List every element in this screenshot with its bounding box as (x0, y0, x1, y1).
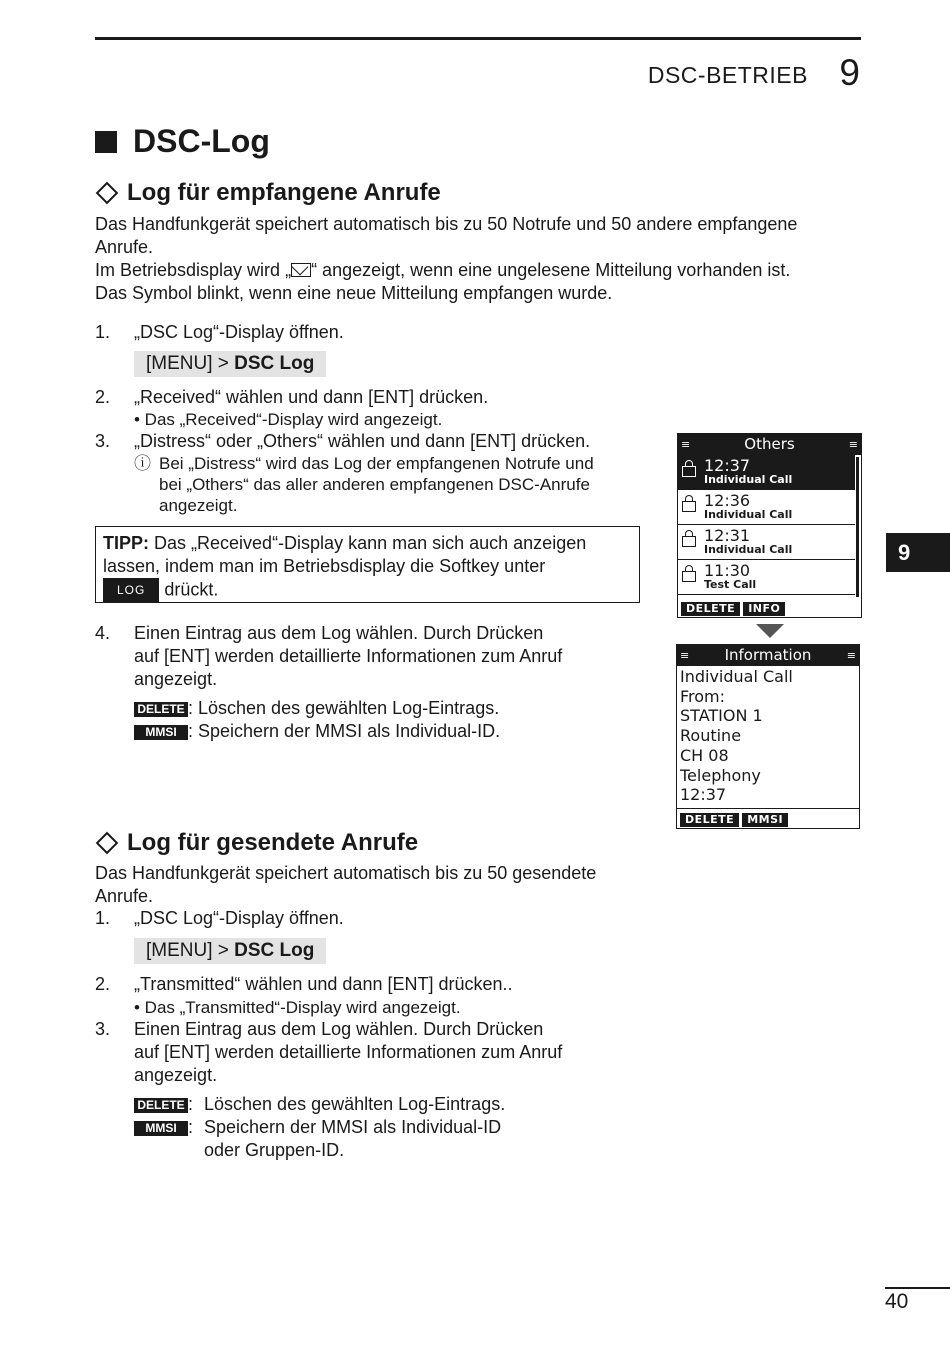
top-rule (95, 37, 861, 40)
info-softkey: INFO (743, 602, 785, 616)
menu-path-item: DSC Log (234, 940, 315, 961)
menu-path-item: DSC Log (234, 353, 315, 374)
info-line: STATION 1 (680, 706, 763, 726)
softkey-bar (680, 813, 788, 827)
key-colon: : (188, 1117, 194, 1137)
transmitted-heading (95, 829, 418, 857)
tip-line: lassen, indem man im Betriebsdisplay die Softkey unter (103, 556, 546, 576)
log-entry (678, 560, 855, 595)
info-screen-header (677, 645, 859, 666)
log-entry (678, 455, 855, 490)
tip-text: Das „Received“-Display kann man sich auch anzeigen (149, 533, 587, 553)
info-screen-title: Information (724, 646, 812, 664)
info-line: 12:37 (680, 785, 727, 805)
intro-line: Das Symbol blinkt, wenn eine neue Mitteilung empfangen wurde. (95, 283, 613, 303)
key-desc-text: : Löschen des gewählten Log-Eintrags. (188, 698, 500, 718)
step-text: „DSC Log“-Display öffnen. (134, 322, 344, 342)
lock-icon (682, 536, 696, 547)
chapter-number: 9 (839, 52, 860, 93)
step-line: Einen Eintrag aus dem Log wählen. Durch Drücken (134, 1019, 544, 1039)
step-number: 3. (95, 431, 111, 451)
step-number: 1. (95, 908, 111, 928)
step-number: 2. (95, 974, 111, 994)
step-note: • Das „Received“-Display wird angezeigt. (134, 410, 443, 429)
log-entry-type: Individual Call (704, 543, 793, 556)
tip-label: TIPP: (103, 533, 150, 553)
delete-key-icon: DELETE (134, 1098, 188, 1113)
received-heading (95, 179, 441, 207)
intro-line: Anrufe. (95, 237, 154, 257)
chapter-tab: 9 (886, 533, 950, 572)
menu-path-prefix: [MENU] > (146, 353, 235, 374)
intro-line (95, 259, 865, 282)
lock-icon (682, 466, 696, 477)
scrollbar (856, 457, 859, 597)
info-line: CH 08 (680, 745, 729, 765)
softkey-bar (681, 602, 785, 616)
diamond-bullet-icon (96, 182, 119, 205)
info-line: Individual Call (680, 667, 793, 686)
page-number-rule (885, 1287, 950, 1289)
diamond-bullet-icon (96, 832, 119, 855)
log-entry-type: Individual Call (704, 473, 793, 486)
intro-text: Im Betriebsdisplay wird „ (95, 260, 292, 280)
menu-icon: ≡ (848, 438, 858, 451)
log-entry (678, 525, 855, 560)
delete-softkey: DELETE (681, 602, 740, 616)
step-number: 3. (95, 1019, 111, 1039)
received-heading-text: Log für empfangene Anrufe (127, 179, 441, 206)
step-info (159, 453, 649, 516)
log-entry-time: 11:30 (704, 561, 751, 580)
tip-text: drückt. (159, 579, 219, 600)
mmsi-key-icon: MMSI (134, 1121, 188, 1136)
menu-path (134, 938, 326, 964)
tip-box (95, 526, 640, 603)
step-number: 1. (95, 322, 111, 342)
step-text: „Distress“ oder „Others“ wählen und dann [ENT] drücken. (134, 431, 591, 451)
page-heading (95, 123, 270, 160)
intro-line: Das Handfunkgerät speichert automatisch bis zu 50 gesendete (95, 863, 597, 883)
step-number: 4. (95, 623, 111, 643)
key-desc-line: Speichern der MMSI als Individual-ID (204, 1117, 502, 1137)
step-info-line: angezeigt. (159, 496, 238, 515)
lock-icon (682, 501, 696, 512)
delete-key-icon: DELETE (134, 702, 188, 717)
transmitted-heading-text: Log für gesendete Anrufe (127, 829, 419, 856)
step-line: auf [ENT] werden detaillierte Informationen zum Anruf (134, 1042, 563, 1062)
menu-path-prefix: [MENU] > (146, 940, 235, 961)
step-number: 2. (95, 387, 111, 407)
step-info-line: bei „Others“ das aller anderen empfangenen DSC-Anrufe (159, 475, 590, 494)
step-line: auf [ENT] werden detaillierte Informationen zum Anruf (134, 646, 563, 666)
others-screen (677, 433, 862, 618)
square-bullet-icon (95, 131, 117, 153)
received-intro (95, 213, 865, 305)
step-text: „Transmitted“ wählen und dann [ENT] drücken.. (134, 974, 513, 994)
step-line: angezeigt. (134, 669, 218, 689)
menu-icon: ≡ (681, 438, 691, 451)
key-description (134, 720, 500, 743)
step-text (134, 1018, 562, 1087)
info-body (677, 666, 859, 809)
tip-line (103, 578, 632, 603)
info-line: Telephony (680, 765, 761, 785)
menu-path (134, 351, 326, 377)
tip-line (103, 532, 632, 555)
step-line: Einen Eintrag aus dem Log wählen. Durch Drücken (134, 623, 544, 643)
step-note: • Das „Transmitted“-Display wird angezeigt. (134, 998, 461, 1017)
mmsi-key-icon: MMSI (134, 725, 188, 740)
page-number: 40 (885, 1290, 909, 1313)
key-desc-text: : Speichern der MMSI als Individual-ID. (188, 721, 501, 741)
intro-line: Das Handfunkgerät speichert automatisch bis zu 50 Notrufe und 50 andere empfangene (95, 214, 798, 234)
step-text: „Received“ wählen und dann [ENT] drücken. (134, 387, 489, 407)
info-line: Routine (680, 726, 742, 746)
info-line: From: (680, 686, 726, 706)
intro-line: Anrufe. (95, 886, 154, 906)
step-text: „DSC Log“-Display öffnen. (134, 908, 344, 928)
key-colon: : (188, 1094, 194, 1114)
key-description (134, 1116, 193, 1139)
step-info-line: Bei „Distress“ wird das Log der empfangenen Notrufe und (159, 454, 594, 473)
key-desc-text (204, 1116, 501, 1162)
key-description (134, 1093, 193, 1116)
menu-icon: ≡ (680, 649, 690, 662)
step-line: angezeigt. (134, 1065, 218, 1085)
arrow-down-icon (756, 624, 784, 638)
intro-text: “ angezeigt, wenn eine ungelesene Mitteilung vorhanden ist. (311, 260, 791, 280)
others-screen-title: Others (744, 435, 795, 453)
envelope-icon (291, 263, 311, 277)
mmsi-softkey: MMSI (742, 813, 788, 827)
key-desc-line: oder Gruppen-ID. (204, 1140, 345, 1160)
delete-softkey: DELETE (680, 813, 739, 827)
log-entry-type: Individual Call (704, 508, 793, 521)
lock-icon (682, 571, 696, 582)
page-heading-text: DSC-Log (133, 123, 270, 159)
log-entry (678, 490, 855, 525)
others-screen-header (678, 434, 861, 455)
key-desc-text: Löschen des gewählten Log-Eintrags. (204, 1094, 506, 1114)
log-entry-type: Test Call (704, 578, 757, 591)
log-entry-time: 12:31 (704, 526, 751, 545)
info-icon: ⓘ (134, 454, 151, 473)
menu-icon: ≡ (846, 649, 856, 662)
information-screen (676, 644, 860, 829)
section-title: DSC-BETRIEB (647, 62, 808, 88)
key-description (134, 697, 499, 720)
step-text (134, 622, 562, 691)
log-entry-time: 12:36 (704, 491, 751, 510)
log-softkey: LOG (103, 578, 159, 603)
log-entry-time: 12:37 (704, 456, 751, 475)
transmitted-intro (95, 862, 655, 908)
